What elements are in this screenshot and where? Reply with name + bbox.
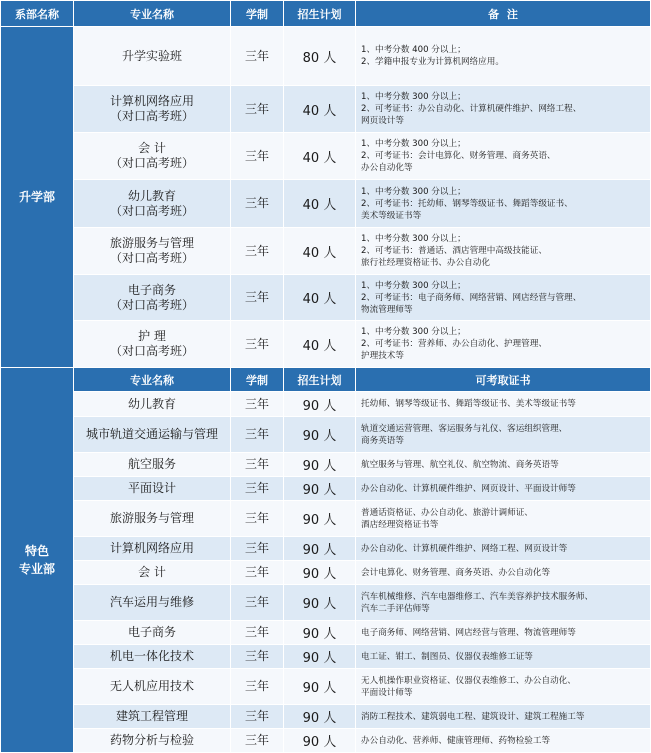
plan-cell: 40 人: [284, 180, 356, 228]
table-row: [1, 645, 651, 669]
years-cell: 三年: [231, 275, 284, 321]
section-upgrade: [1, 27, 651, 368]
subheader-major: 专业名称: [74, 368, 231, 392]
years-cell: 三年: [231, 537, 284, 561]
remark-line: 2、可考证书：电子商务师、网络营销、网店经营与管理、: [361, 292, 582, 303]
dept-label-line: 专业部: [18, 562, 55, 576]
major-name-cell: 航空服务: [74, 453, 231, 477]
major-name-cell: 电子商务: [74, 621, 231, 645]
major-name-cell: 旅游服务与管理: [74, 501, 231, 537]
years-cell: 三年: [231, 561, 284, 585]
certificates-cell: [356, 585, 651, 621]
plan-cell: 90 人: [284, 585, 356, 621]
major-name-line: 计算机网络应用: [109, 94, 194, 108]
remark-line: 2、可考证书：办公自动化、计算机硬件维护、网络工程、: [361, 104, 582, 114]
plan-cell: 90 人: [284, 392, 356, 417]
major-name-cell: [74, 228, 231, 275]
certificate-line: 酒店经理资格证书等: [361, 519, 439, 530]
major-name-cell: 机电一体化技术: [74, 645, 231, 669]
section-special: [1, 368, 651, 753]
table-row: [1, 86, 651, 133]
major-name-line: （对口高考班）: [109, 344, 194, 358]
certificate-line: 办公自动化、计算机硬件维护、网络工程、网页设计等: [361, 543, 568, 554]
major-name-cell: [74, 86, 231, 133]
major-name-cell: [74, 133, 231, 180]
major-name-line: （对口高考班）: [109, 297, 194, 312]
major-name-line: 旅游服务与管理: [109, 236, 194, 250]
remark-line: 美术等级证书等: [361, 210, 422, 221]
major-name-cell: 平面设计: [74, 477, 231, 501]
years-cell: 三年: [231, 321, 284, 368]
remark-line: 护理技术等: [361, 351, 404, 361]
plan-cell: 90 人: [284, 453, 356, 477]
certificate-line: 消防工程技术、建筑弱电工程、建筑设计、建筑工程施工等: [361, 711, 585, 722]
major-name-cell: 幼儿教育: [74, 392, 231, 417]
remark-line: 1、中考分数 300 分以上；: [361, 327, 466, 337]
plan-cell: 80 人: [284, 27, 356, 86]
certificate-line: 平面设计师等: [361, 687, 413, 698]
certificate-line: 托幼师、钢琴等级证书、舞蹈等级证书、美术等级证书等: [361, 399, 576, 409]
plan-cell: 40 人: [284, 228, 356, 275]
remark-cell: [356, 180, 651, 228]
major-name-line: （对口高考班）: [109, 203, 194, 218]
remark-line: 2、学籍申报专业为计算机网络应用。: [361, 57, 504, 67]
remark-line: 旅行社经理资格证书、办公自动化: [361, 258, 490, 268]
table-row: [1, 621, 651, 645]
header-major: 专业名称: [74, 1, 231, 27]
remark-line: 2、可考证书：托幼师、钢琴等级证书、舞蹈等级证书、: [361, 198, 573, 209]
certificate-line: 汽车机械维修、汽车电器维修工、汽车美容养护技术服务师、: [361, 591, 594, 602]
remark-line: 1、中考分数 300 分以上；: [361, 92, 466, 102]
major-name-cell: 无人机应用技术: [74, 669, 231, 705]
plan-cell: 90 人: [284, 561, 356, 585]
major-name-cell: [74, 180, 231, 228]
major-name-line: （对口高考班）: [109, 156, 194, 170]
plan-cell: 90 人: [284, 417, 356, 453]
plan-cell: 90 人: [284, 645, 356, 669]
remark-cell: [356, 86, 651, 133]
header-row: [1, 1, 651, 27]
years-cell: 三年: [231, 585, 284, 621]
table-row: [1, 417, 651, 453]
plan-cell: 90 人: [284, 501, 356, 537]
major-name-line: 幼儿教育: [127, 188, 176, 203]
years-cell: 三年: [231, 133, 284, 180]
table-row: [1, 321, 651, 368]
header-dept: 系部名称: [1, 1, 74, 27]
certificate-line: 电工证、钳工、制图员、仪器仪表维修工证等: [361, 651, 533, 662]
major-name-cell: 汽车运用与维修: [74, 585, 231, 621]
remark-line: 物流管理师等: [361, 304, 413, 315]
remark-line: 办公自动化等: [361, 163, 413, 173]
certificates-cell: [356, 645, 651, 669]
plan-cell: 90 人: [284, 621, 356, 645]
subheader-years: 学制: [231, 368, 284, 392]
years-cell: 三年: [231, 645, 284, 669]
certificates-cell: [356, 501, 651, 537]
remark-line: 1、中考分数 300 分以上；: [361, 186, 466, 197]
table-row: [1, 561, 651, 585]
remark-cell: [356, 275, 651, 321]
major-name-cell: 建筑工程管理: [74, 705, 231, 729]
subheader-row: [1, 368, 651, 392]
plan-cell: 90 人: [284, 477, 356, 501]
years-cell: 三年: [231, 417, 284, 453]
table-row: [1, 228, 651, 275]
years-cell: 三年: [231, 180, 284, 228]
major-name-line: 护 理: [138, 329, 166, 343]
table-row: [1, 669, 651, 705]
major-name-cell: 计算机网络应用: [74, 537, 231, 561]
subheader-plan: 招生计划: [284, 368, 356, 392]
remark-line: 2、可考证书：普通话、酒店管理中高级技能证、: [361, 246, 547, 256]
major-name-cell: [74, 321, 231, 368]
certificate-line: 轨道交通运营管理、客运服务与礼仪、客运组织管理、: [361, 423, 568, 434]
years-cell: 三年: [231, 729, 284, 753]
major-name-line: 会 计: [138, 141, 166, 155]
remark-line: 1、中考分数 300 分以上；: [361, 280, 466, 291]
certificates-cell: [356, 669, 651, 705]
plan-cell: 40 人: [284, 133, 356, 180]
plan-cell: 40 人: [284, 275, 356, 321]
major-name-cell: 药物分析与检验: [74, 729, 231, 753]
years-cell: 三年: [231, 501, 284, 537]
certificate-line: 普通话资格证、办公自动化、旅游计调师证、: [361, 507, 533, 518]
certificate-line: 无人机操作职业资格证、仪器仪表维修工、办公自动化、: [361, 675, 576, 686]
remark-line: 网页设计等: [361, 116, 404, 126]
years-cell: 三年: [231, 669, 284, 705]
years-cell: 三年: [231, 705, 284, 729]
certificates-cell: [356, 477, 651, 501]
dept-cell-special: [1, 368, 74, 753]
certificate-line: 办公自动化、计算机硬件维护、网页设计、平面设计师等: [361, 483, 576, 494]
table-row: [1, 585, 651, 621]
major-name-line: 电子商务: [127, 282, 176, 297]
header-plan: 招生计划: [284, 1, 356, 27]
table-row: [1, 453, 651, 477]
plan-cell: 90 人: [284, 537, 356, 561]
header-years: 学制: [231, 1, 284, 27]
table-row: [1, 27, 651, 86]
dept-cell-upgrade: 升学部: [1, 27, 74, 368]
plan-cell: 40 人: [284, 86, 356, 133]
plan-cell: 90 人: [284, 669, 356, 705]
certificate-line: 汽车二手评估师等: [361, 603, 430, 614]
table-row: [1, 477, 651, 501]
certificates-cell: [356, 561, 651, 585]
certificates-cell: [356, 705, 651, 729]
plan-cell: 40 人: [284, 321, 356, 368]
certificate-line: 会计电算化、财务管理、商务英语、办公自动化等: [361, 567, 551, 578]
header-remark: 备 注: [356, 1, 651, 27]
table-row: [1, 392, 651, 417]
remark-line: 1、中考分数 400 分以上；: [361, 45, 466, 55]
certificate-line: 电子商务师、网络营销、网店经营与管理、物流管理师等: [361, 627, 576, 638]
certificate-line: 商务英语等: [361, 435, 404, 446]
table-row: [1, 133, 651, 180]
remark-cell: [356, 321, 651, 368]
remark-cell: [356, 27, 651, 86]
years-cell: 三年: [231, 27, 284, 86]
table-row: [1, 537, 651, 561]
certificates-cell: [356, 537, 651, 561]
major-name-cell: 会 计: [74, 561, 231, 585]
major-name-line: 升学实验班: [121, 48, 182, 63]
major-name-cell: [74, 275, 231, 321]
remark-line: 1、中考分数 300 分以上；: [361, 234, 466, 244]
major-name-cell: [74, 27, 231, 86]
remark-line: 2、可考证书：营养师、办公自动化、护理管理、: [361, 339, 547, 349]
table-row: [1, 705, 651, 729]
remark-cell: [356, 228, 651, 275]
major-name-line: （对口高考班）: [109, 251, 194, 265]
subheader-certs: 可考取证书: [356, 368, 651, 392]
years-cell: 三年: [231, 621, 284, 645]
certificates-cell: [356, 729, 651, 753]
table-row: [1, 501, 651, 537]
remark-cell: [356, 133, 651, 180]
certificates-cell: [356, 621, 651, 645]
plan-cell: 90 人: [284, 729, 356, 753]
years-cell: 三年: [231, 477, 284, 501]
certificates-cell: [356, 417, 651, 453]
years-cell: 三年: [231, 392, 284, 417]
plan-cell: 90 人: [284, 705, 356, 729]
years-cell: 三年: [231, 86, 284, 133]
remark-line: 1、中考分数 300 分以上；: [361, 139, 466, 149]
certificate-line: 办公自动化、营养师、健康管理师、药物检验工等: [361, 735, 551, 746]
certificate-line: 航空服务与管理、航空礼仪、航空物流、商务英语等: [361, 459, 559, 470]
years-cell: 三年: [231, 453, 284, 477]
remark-line: 2、可考证书：会计电算化、财务管理、商务英语、: [361, 151, 556, 161]
certificates-cell: [356, 392, 651, 417]
table-row: [1, 729, 651, 753]
dept-label-line: 特色: [24, 544, 49, 558]
major-name-cell: 城市轨道交通运输与管理: [74, 417, 231, 453]
major-name-line: （对口高考班）: [109, 109, 194, 123]
certificates-cell: [356, 453, 651, 477]
table-row: [1, 180, 651, 228]
years-cell: 三年: [231, 228, 284, 275]
table-row: [1, 275, 651, 321]
